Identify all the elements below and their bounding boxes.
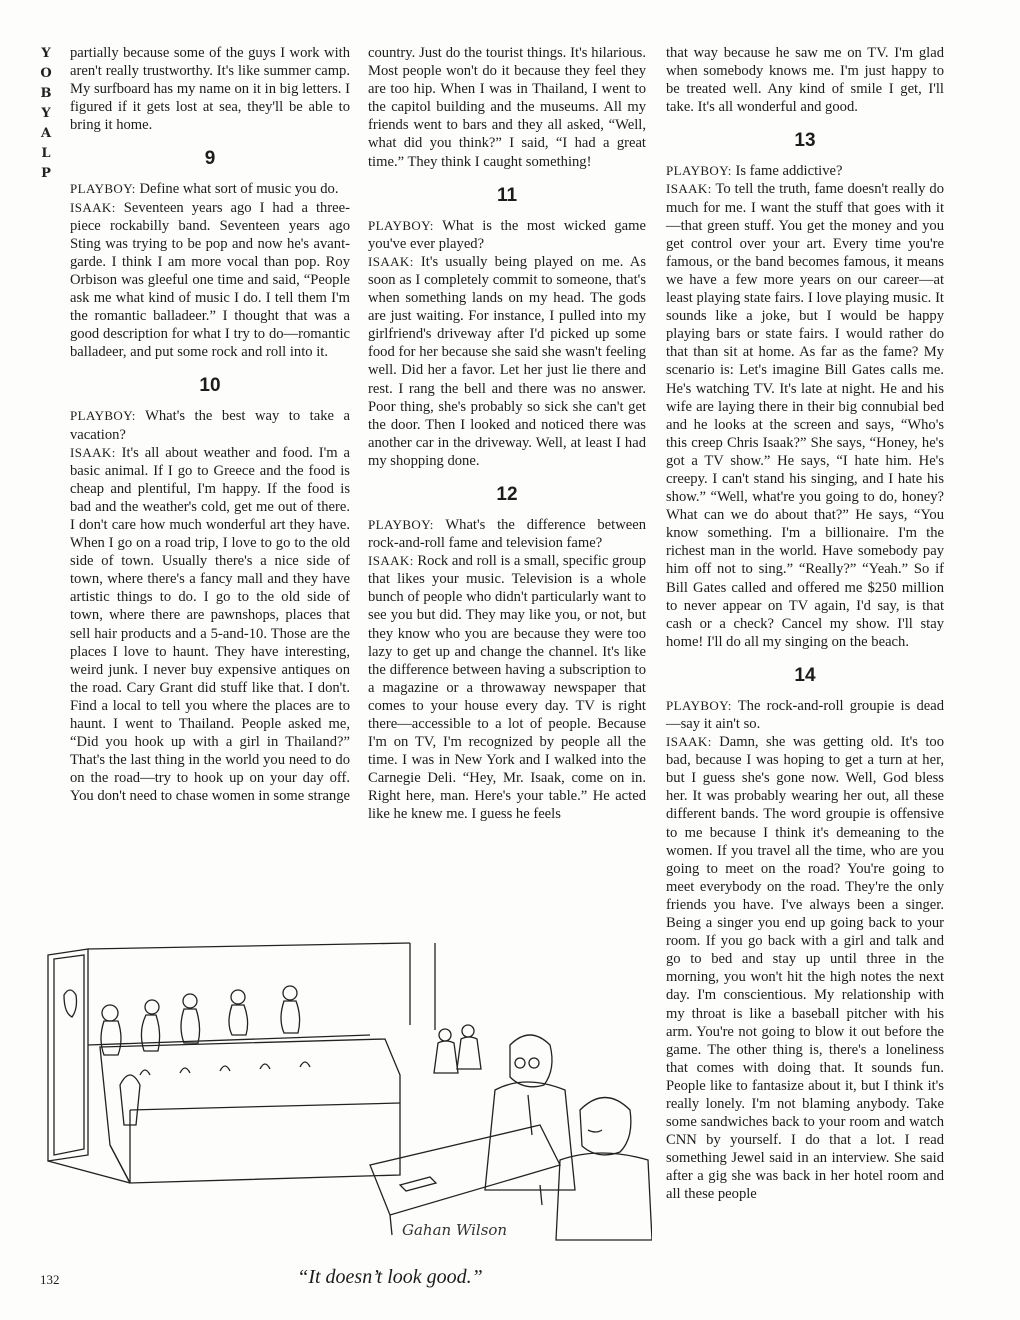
artist-signature: Gahan Wilson — [402, 1221, 508, 1239]
question-text: What is the most wicked game you've ever played? — [368, 217, 646, 252]
speaker-label: ISAAK: — [70, 444, 116, 460]
spine-letter: P — [41, 166, 51, 181]
speaker-label: ISAAK: — [368, 553, 414, 569]
answer-text: Seventeen years ago I had a three-piece rockabilly band. Seventeen years ago Sting was trying to be pop and now he's avant-garde. I think I am more vocal than pop. Roy Orbison was gleeful one time and said, “People ask me what kind of music I do. I tell them I'm the romantic balladeer.” I thought that was a good description for what I try to do—romantic balladeer, and put some rock and roll into it. — [70, 199, 350, 361]
spine-letter: Y — [41, 46, 51, 61]
question — [70, 180, 350, 198]
jurors-illustration — [101, 986, 300, 1125]
question-number: 14 — [794, 664, 816, 686]
magazine-spine-label — [36, 44, 56, 184]
spine-letter: Y — [41, 106, 51, 121]
answer-text: Damn, she was getting old. It's too bad, because I was hoping to get a turn at her, but I guess she's gone now. Well, God bless her. It was probably wearing her out, all these different bands. The word groupie is offensive to me because I think it's demeaning to the women. If you travel all the time, who are you going to meet on the road? You're going to meet everybody on the road. They're the only friends you have. I've always been a singer. Being a singer you end up going back to your room. If you go back with a girl and talk and go to bed and stay up until three in the morning, you won't hit the high notes the next day. I'm conscientious. My relationship with my throat is like a baseball pitcher with his arm. You're not going to blow it out before the game. The other thing is, there's a loneliness that comes with doing that. It sounds fun. People like to fantasize about it, but I think it's really lonely. I'm not blaming anybody. Take some sandwiches back to your room and watch CNN by yourself. I do that a lot. I read something Jewel said in an interview. She said after a gig she was back in her hotel room and all these people — [666, 734, 944, 1203]
spine-letter: L — [41, 146, 51, 161]
speaker-label: PLAYBOY: — [666, 163, 732, 179]
paragraph: country. Just do the tourist things. It's hilarious. Most people won't do it because they feel they are too hip. When I was in Thailand, I went to the capitol building and the museums. All my friends went to bars and they all asked, “Well, what did you think?” I said, “I had a great time.” They think I caught something! — [368, 45, 646, 170]
page-number: 132 — [40, 1272, 60, 1287]
spine-letter: O — [40, 66, 52, 81]
question-number: 11 — [496, 184, 518, 206]
answer-text: It's usually being played on me. As soon as I completely commit to someone, that's when something lands on my head. The gods are just waiting. For instance, I pulled into my girlfriend's driveway after I'd picked up some food for her because she said she wasn't feeling well. Did her a favor. Let her just lie there and rest. I rang the bell and there was no answer. Poor thing, she's probably so sick she can't get the door. Then I looked and noticed there was another car in the driveway. Well, at least I had my shopping done. — [368, 253, 646, 469]
answer-text: It's all about weather and food. I'm a basic animal. If I go to Greece and the food is cheap and plentiful, I'm happy. If the food is bad and the weather's cold, get me out of there. I don't care how much wonderful art they have. When I go on a road trip, I love to go to the old side of town. Usually there's a nice side of town, where there's a fancy mall and they have artistic things to do. I go to the old side of town, where there are pawnshops, places that sell hair products and a 5-and-10. Those are the places I love to haunt. They have interesting, weird junk. I never buy expensive antiques on the road. Cary Grant did stuff like that. I don't. Find a local to tell you where the places are to haunt. I went to Thailand. People asked me, “Did you hook up with a girl in Thailand?” That's the last thing in the world you need to do on the road—try to hook up on your day off. You don't need to chase women in some strange — [70, 444, 351, 805]
paragraph: that way because he saw me on TV. I'm glad when somebody knows me. I'm just happy to be treated well. Any kind of smile I get, I'll take. It's all wonderful and good. — [666, 45, 944, 116]
speaker-label: ISAAK: — [70, 199, 116, 215]
question — [666, 697, 944, 733]
spine-letter: B — [40, 86, 52, 101]
question-text: Is fame addictive? — [735, 163, 843, 180]
speaker-label: PLAYBOY: — [666, 697, 732, 713]
answer-text: Rock and roll is a small, specific group that likes your music. Television is a whole bunch of people who didn't particularly want to see you but did. They may like you, or not, but they know who you are because they were too lazy to get up and change the channel. It's like the difference between having a subscription to a magazine or a throwaway newspaper that comes to your house every day. TV is right there—accessible to a lot of people. Because I'm on TV, I'm recognized by people all the time. I was in New York and I walked into the Carnegie Deli. “Hey, Mr. Isaak, come on in. Right here, man. Here's your table.” He acted like he knew me. I guess he feels — [368, 553, 646, 823]
answer — [666, 733, 944, 1203]
question-text: What's the best way to take a vacation? — [70, 408, 351, 443]
question-text: Define what sort of music you do. — [139, 181, 339, 198]
text-column-2 — [368, 44, 646, 824]
speaker-label: PLAYBOY: — [368, 516, 434, 532]
question-text: What's the difference between rock-and-roll fame and television fame? — [368, 516, 646, 552]
answer — [368, 552, 646, 823]
answer — [368, 253, 646, 470]
question — [368, 516, 646, 552]
question-number: 12 — [496, 483, 518, 505]
speaker-label: PLAYBOY: — [70, 181, 136, 197]
answer-text: To tell the truth, fame doesn't really do much for me. I want the stuff that goes with it—that green stuff. You get the money and you get control over your art. Every time you're famous, or the band becomes famous, it means we have a few more years on our career—at least playing state fairs. I love playing music. It sounds like a joke, but I would be happy playing bars or state fairs. I would rather do that than sit at home. As far as the fame? My scenario is: Let's imagine Bill Gates calls me. He's watching TV. It's late at night. He and his wife are laying there in their big connubial bed and he looks at the screen and says, “Who's this creep Chris Isaak?” She says, “Honey, he's got a TV show.” He says, “I hate him. He's creepy. I can't stand his singing, and I hate his show.” “Well, what're you going to do, honey? What can we do about that?” He says, “You know something. I'm a billionaire. I'm the richest man in the world. Have somebody pay him off not to sing.” “Really?” “Yeah.” So if Bill Gates called and offered me $250 million to never appear on TV again, I'd say, is that cash or a check? Cancel my show. I'll stay home! I'll do all my singing on the beach. — [666, 181, 945, 650]
speaker-label: PLAYBOY: — [368, 217, 434, 233]
lawyer-figure — [485, 1035, 575, 1190]
text-column-1 — [70, 44, 350, 805]
door-illustration — [48, 949, 88, 1161]
text-column-3 — [666, 44, 944, 1204]
defense-table — [370, 1125, 560, 1235]
paragraph: partially because some of the guys I work with aren't really trustworthy. It's like summer camp. My surfboard has my name on it in big letters. I figured if it gets lost at sea, they'll be able to bring it home. — [70, 45, 350, 134]
courtroom-cartoon — [40, 935, 652, 1255]
answer — [70, 199, 350, 362]
defendant-figure — [556, 1098, 652, 1241]
speaker-label: ISAAK: — [368, 253, 414, 269]
question-text: The rock-and-roll groupie is dead—say it ain't so. — [666, 697, 944, 732]
speaker-label: ISAAK: — [666, 181, 712, 197]
question — [70, 407, 350, 443]
answer — [666, 180, 944, 650]
jury-box — [100, 1039, 400, 1183]
spine-letter: A — [40, 126, 52, 141]
question — [368, 217, 646, 253]
question-number: 9 — [204, 148, 216, 170]
question — [666, 162, 944, 180]
background-figures — [434, 1025, 481, 1073]
speaker-label: PLAYBOY: — [70, 408, 136, 424]
question-number: 10 — [199, 375, 221, 397]
question-number: 13 — [794, 130, 816, 152]
cartoon-caption: “It doesn’t look good.” — [297, 1266, 483, 1288]
speaker-label: ISAAK: — [666, 734, 712, 750]
answer — [70, 444, 350, 806]
